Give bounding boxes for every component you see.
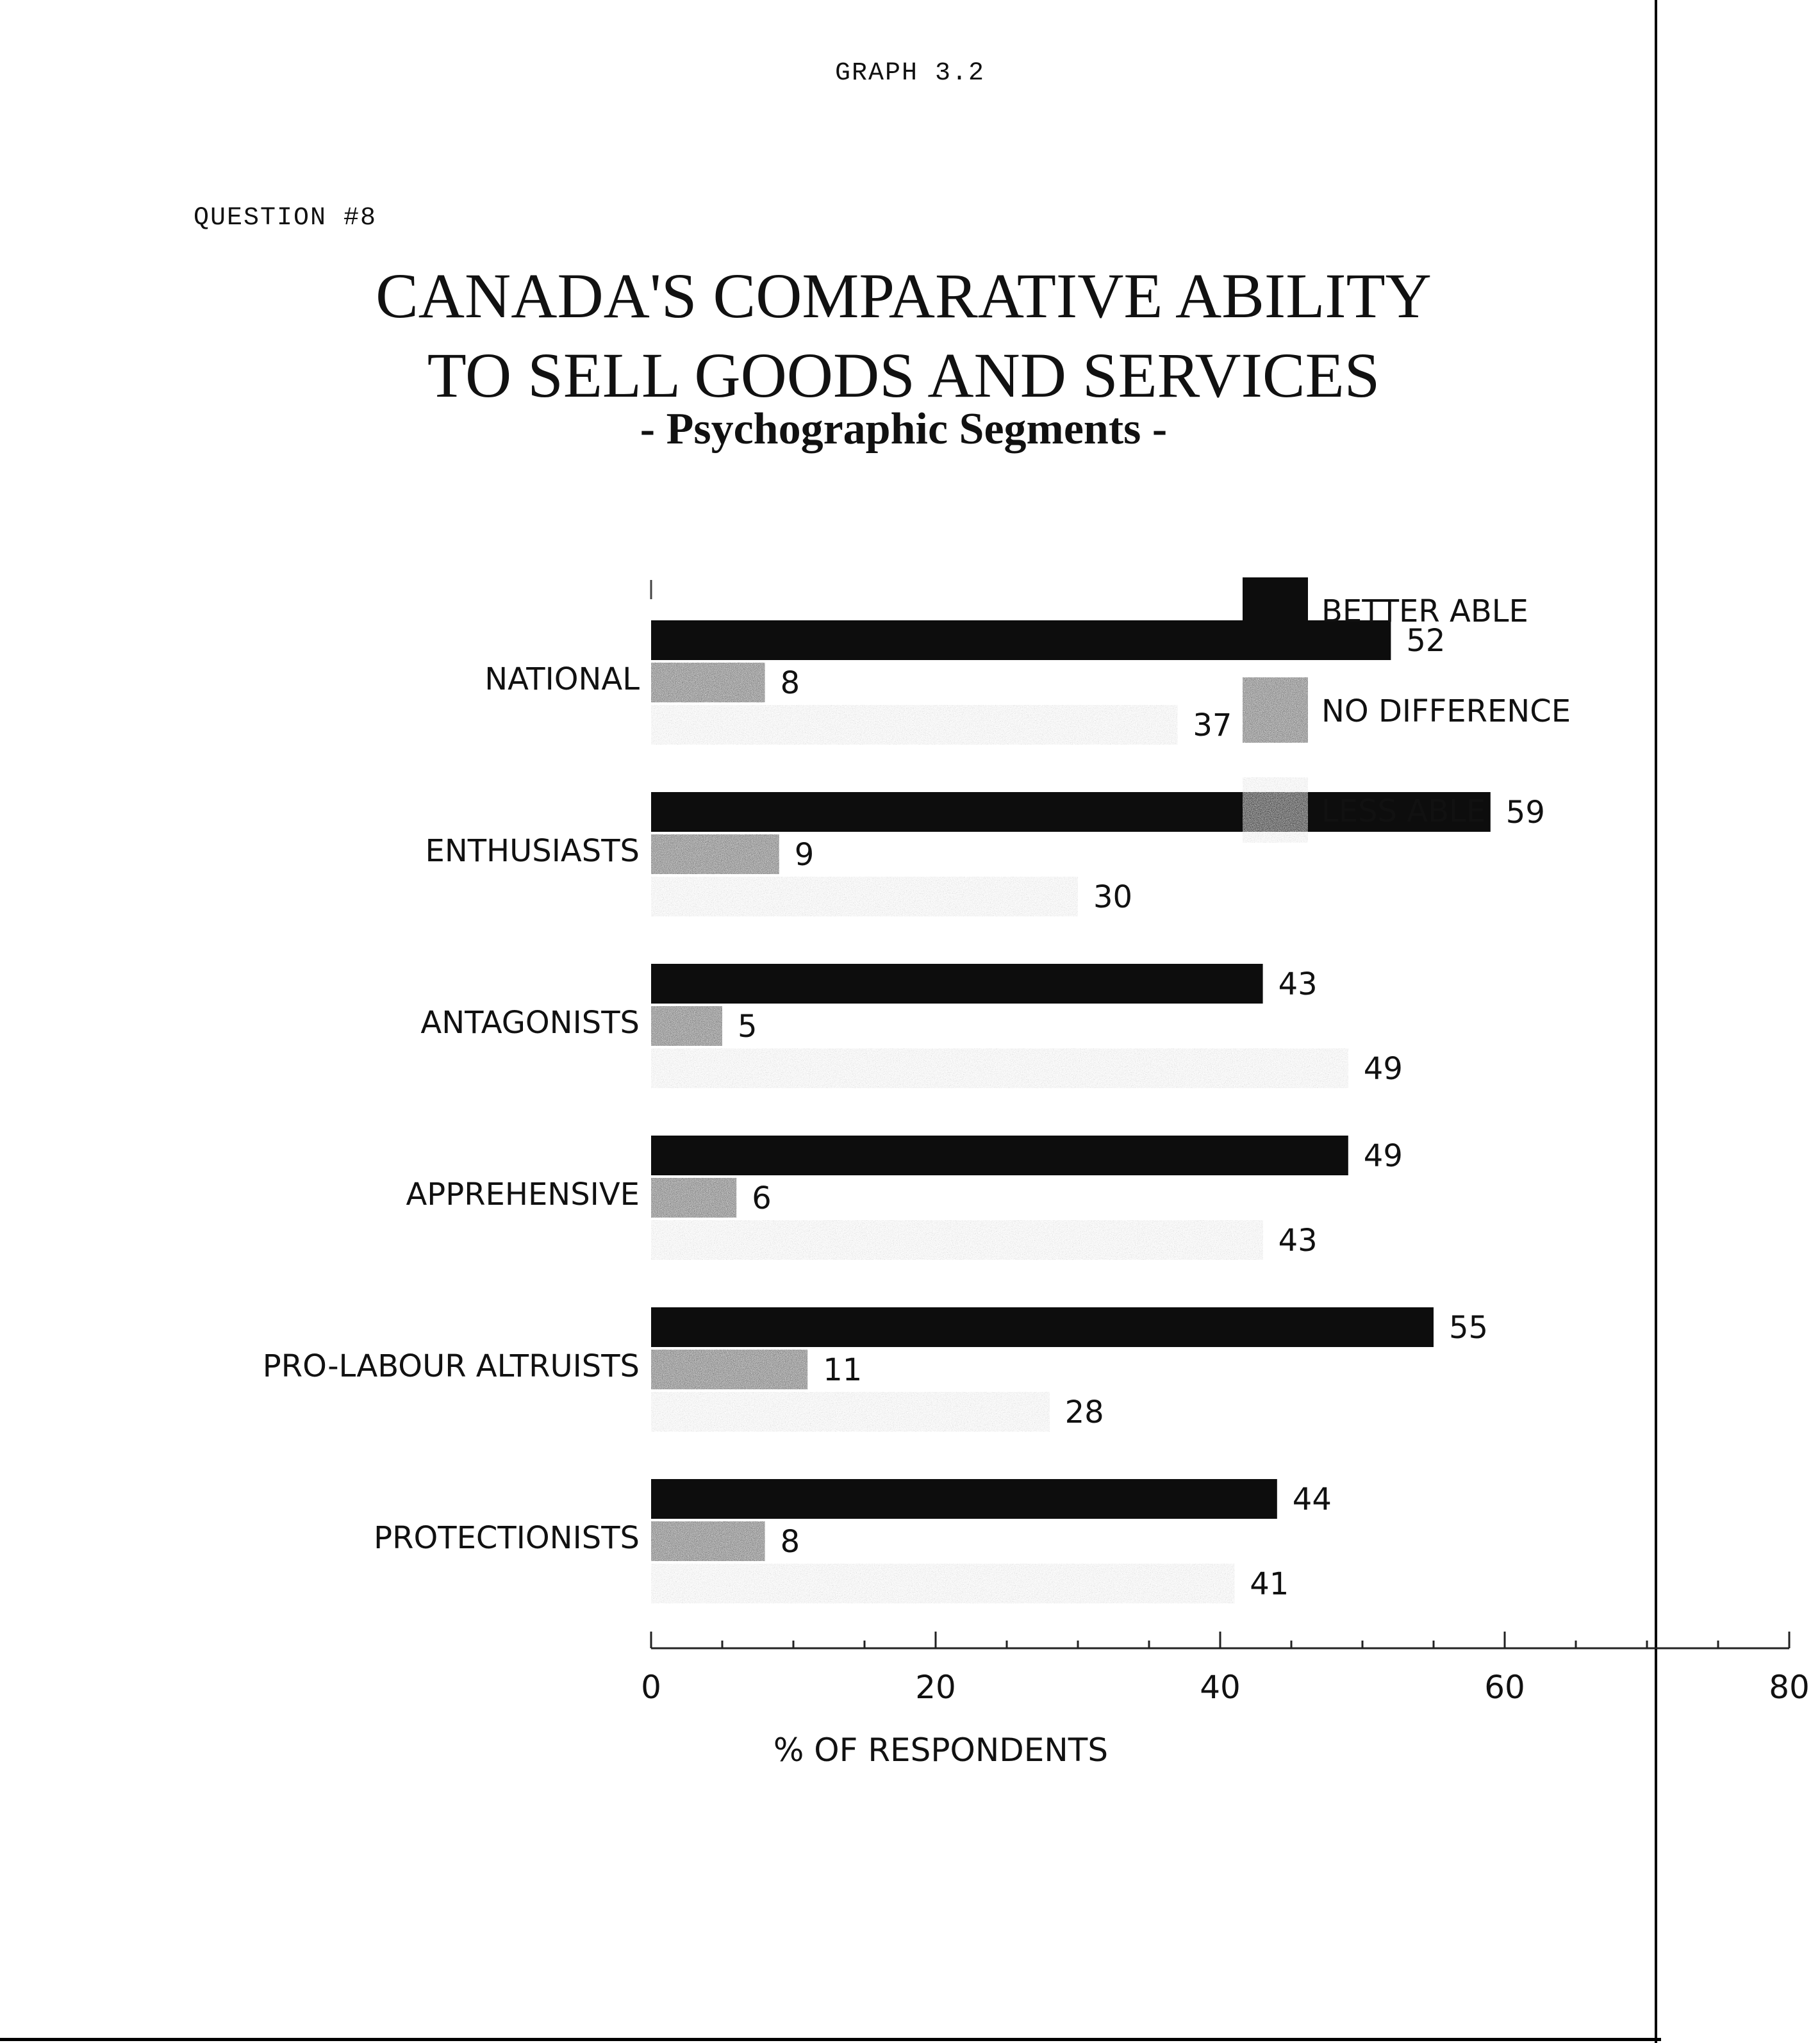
legend-swatch-fill	[1243, 777, 1308, 843]
bar-no-difference	[651, 663, 765, 702]
graph-label: GRAPH 3.2	[834, 59, 986, 88]
category-label: PROTECTIONISTS	[374, 1520, 640, 1556]
category-label: NATIONAL	[484, 661, 640, 697]
legend-label: LESS ABLE	[1321, 793, 1486, 829]
data-label: 49	[1363, 1138, 1403, 1174]
x-tick-label: 0	[641, 1669, 661, 1706]
data-label: 11	[823, 1352, 863, 1388]
chart-title-line-2: TO SELL GOODS AND SERVICES	[427, 340, 1380, 411]
group-antagonists	[420, 964, 1403, 1088]
category-label: ENTHUSIASTS	[425, 833, 640, 869]
bar-no-difference	[651, 834, 779, 874]
bar-no-difference	[651, 1521, 765, 1561]
bar-less-able	[651, 1048, 1348, 1088]
legend-swatch-fill	[1243, 577, 1308, 643]
chart-subtitle: - Psychographic Segments -	[640, 404, 1168, 454]
x-tick-label: 80	[1769, 1669, 1810, 1706]
data-label: 43	[1278, 966, 1318, 1002]
legend-swatch-fill	[1243, 677, 1308, 743]
question-label: QUESTION #8	[194, 204, 377, 233]
bar-no-difference	[651, 1178, 736, 1218]
bar-no-difference	[651, 1350, 807, 1389]
group-pro-labour-altruists	[263, 1307, 1488, 1432]
x-tick-label: 40	[1200, 1669, 1241, 1706]
data-label: 41	[1250, 1566, 1289, 1602]
data-label: 9	[794, 837, 815, 873]
legend-label: BETTER ABLE	[1321, 593, 1528, 629]
data-label: 8	[780, 665, 800, 701]
data-label: 28	[1064, 1394, 1104, 1430]
data-label: 5	[738, 1009, 757, 1045]
bar-less-able	[651, 1392, 1050, 1432]
data-label: 59	[1505, 795, 1545, 831]
bar-no-difference	[651, 1006, 722, 1046]
x-axis	[641, 1632, 1810, 1706]
bar-better-able	[651, 1136, 1348, 1175]
group-protectionists	[374, 1479, 1332, 1603]
legend-swatch	[1242, 577, 1309, 643]
category-label: ANTAGONISTS	[420, 1005, 640, 1041]
bar-better-able	[651, 1307, 1434, 1347]
data-label: 37	[1193, 707, 1232, 743]
x-tick-label: 60	[1484, 1669, 1525, 1706]
bar-less-able	[651, 705, 1177, 745]
chart-title-line-1: CANADA'S COMPARATIVE ABILITY	[376, 260, 1432, 331]
bar-less-able	[651, 877, 1078, 916]
data-label: 43	[1278, 1223, 1318, 1259]
data-label: 52	[1406, 623, 1446, 659]
bar-better-able	[651, 964, 1263, 1004]
legend-swatch	[1242, 677, 1309, 743]
x-axis-label: % OF RESPONDENTS	[773, 1732, 1109, 1769]
legend-label: NO DIFFERENCE	[1321, 693, 1571, 729]
data-label: 30	[1093, 879, 1133, 915]
bar-better-able	[651, 1479, 1277, 1519]
group-apprehensive	[406, 1136, 1402, 1260]
bar-less-able	[651, 1564, 1234, 1603]
data-label: 55	[1449, 1310, 1489, 1346]
category-label: PRO-LABOUR ALTRUISTS	[262, 1348, 640, 1384]
data-label: 44	[1292, 1482, 1332, 1518]
data-label: 8	[780, 1524, 800, 1560]
bar-less-able	[651, 1220, 1263, 1260]
x-tick-label: 20	[915, 1669, 956, 1706]
data-label: 49	[1363, 1051, 1403, 1087]
category-label: APPREHENSIVE	[406, 1177, 640, 1212]
data-label: 6	[752, 1180, 772, 1216]
legend-swatch	[1242, 777, 1309, 843]
bars-layer	[263, 580, 1545, 1603]
